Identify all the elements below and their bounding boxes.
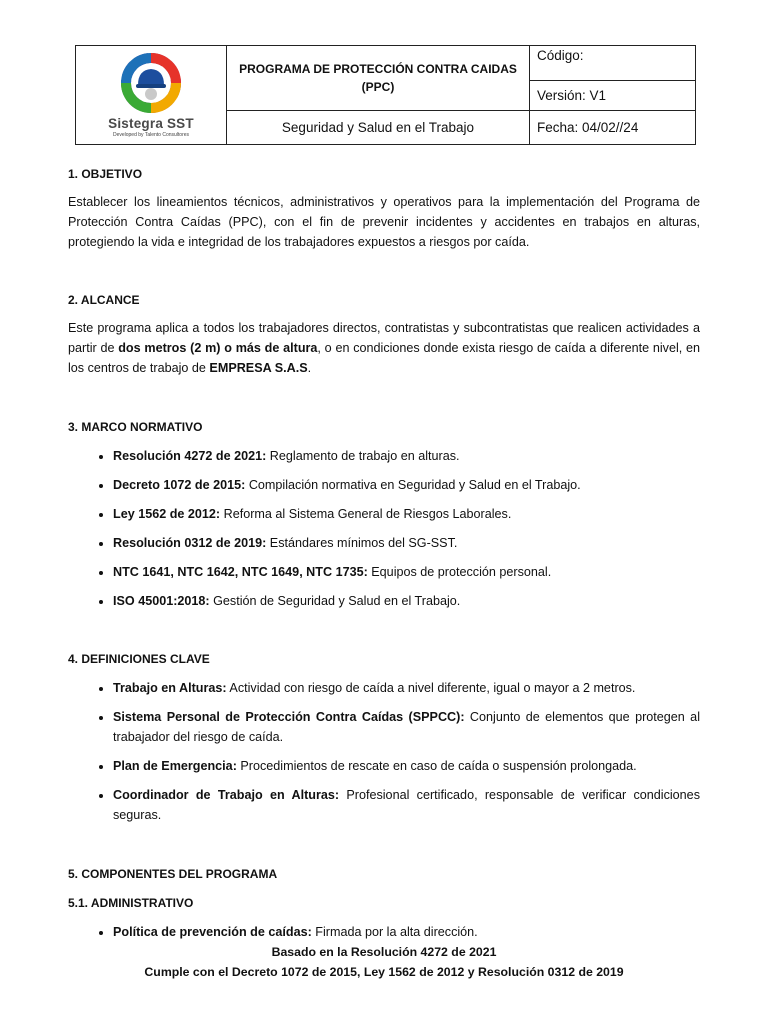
item-text: Reforma al Sistema General de Riesgos Laborales.	[220, 507, 512, 521]
alcance-text-3: .	[307, 361, 312, 375]
item-bold: Decreto 1072 de 2015:	[113, 478, 246, 492]
program-subtitle: Seguridad y Salud en el Trabajo	[281, 119, 475, 135]
version-label: Versión: V1	[537, 87, 607, 103]
program-title: PROGRAMA DE PROTECCIÓN CONTRA CAIDAS (PPC)	[239, 62, 517, 95]
brand-name: Sistegra SST	[108, 116, 194, 131]
administrativo-list	[68, 922, 700, 942]
code-label: Código:	[537, 48, 584, 63]
item-text: Reglamento de trabajo en alturas.	[266, 449, 460, 463]
list-item	[113, 591, 700, 611]
alcance-bold-company: EMPRESA S.A.S	[209, 361, 308, 375]
item-bold: Resolución 0312 de 2019:	[113, 536, 267, 550]
page-footer	[0, 942, 768, 982]
item-bold: Sistema Personal de Protección Contra Caídas (SPPCC):	[113, 710, 465, 724]
document-header-table	[75, 45, 696, 145]
list-item	[113, 475, 700, 495]
program-title-cell	[227, 46, 530, 111]
item-bold: NTC 1641, NTC 1642, NTC 1649, NTC 1735:	[113, 565, 368, 579]
section-heading-alcance: 2. ALCANCE	[68, 293, 140, 307]
item-bold: ISO 45001:2018:	[113, 594, 210, 608]
alcance-bold-height: dos metros (2 m) o más de altura	[118, 341, 318, 355]
subtitle-cell	[227, 111, 530, 145]
version-cell	[530, 80, 696, 111]
subsection-heading-administrativo: 5.1. ADMINISTRATIVO	[68, 896, 194, 910]
item-bold: Política de prevención de caídas:	[113, 925, 312, 939]
list-item	[113, 785, 700, 825]
company-logo	[76, 52, 226, 138]
item-text: Actividad con riesgo de caída a nivel diferente, igual o mayor a 2 metros.	[226, 681, 636, 695]
item-text: Equipos de protección personal.	[367, 565, 552, 579]
item-text: Firmada por la alta dirección.	[311, 925, 478, 939]
logo-cell	[76, 46, 227, 145]
item-bold: Ley 1562 de 2012:	[113, 507, 221, 521]
alcance-text-1: Este programa aplica a todos los trabajadores directos, contratistas y subcontratistas que realicen actividades a partir de	[68, 321, 700, 355]
list-item	[113, 922, 700, 942]
brand-tagline: Developed by Talento Consultores	[112, 132, 190, 138]
objetivo-paragraph: Establecer los lineamientos técnicos, administrativos y operativos para la implementación del Programa de Protección Contra Caídas (PPC), con el fin de prevenir incidentes y accidentes en trabajos en alturas, protegiendo la vida e integridad de los trabajadores expuestos a riesgos por caída.	[68, 195, 700, 249]
item-text: Compilación normativa en Seguridad y Salud en el Trabajo.	[245, 478, 581, 492]
item-bold: Trabajo en Alturas:	[113, 681, 227, 695]
item-bold: Resolución 4272 de 2021:	[113, 449, 267, 463]
list-item	[113, 533, 700, 553]
section-heading-marco-normativo: 3. MARCO NORMATIVO	[68, 420, 203, 434]
list-item	[113, 446, 700, 466]
list-item	[113, 562, 700, 582]
list-item	[113, 756, 700, 776]
item-text: Conjunto de elementos que protegen al trabajador del riesgo de caída.	[113, 710, 700, 744]
section-heading-definiciones: 4. DEFINICIONES CLAVE	[68, 652, 210, 666]
footer-line-2: Cumple con el Decreto 1072 de 2015, Ley 1562 de 2012 y Resolución 0312 de 2019	[144, 965, 624, 979]
section-heading-componentes: 5. COMPONENTES DEL PROGRAMA	[68, 867, 278, 881]
definiciones-list	[68, 678, 700, 825]
footer-line-1: Basado en la Resolución 4272 de 2021	[271, 945, 497, 959]
helmet-gear-logo-icon	[120, 52, 182, 114]
item-bold: Coordinador de Trabajo en Alturas:	[113, 788, 340, 802]
item-text: Profesional certificado, responsable de verificar condiciones seguras.	[113, 788, 700, 822]
document-body	[68, 164, 700, 942]
date-label: Fecha: 04/02//24	[537, 120, 639, 136]
alcance-text-2: , o en condiciones donde exista riesgo de caída a diferente nivel, en los centros de trabajo de	[68, 341, 701, 375]
item-text: Estándares mínimos del SG-SST.	[266, 536, 458, 550]
section-heading-objetivo: 1. OBJETIVO	[68, 167, 143, 181]
alcance-paragraph	[68, 318, 700, 378]
date-cell	[530, 111, 696, 145]
item-bold: Plan de Emergencia:	[113, 759, 237, 773]
list-item	[113, 707, 700, 747]
item-text: Procedimientos de rescate en caso de caída o suspensión prolongada.	[236, 759, 637, 773]
item-text: Gestión de Seguridad y Salud en el Trabajo.	[209, 594, 461, 608]
list-item	[113, 678, 700, 698]
list-item	[113, 504, 700, 524]
marco-normativo-list	[68, 446, 700, 611]
code-cell	[530, 46, 696, 81]
